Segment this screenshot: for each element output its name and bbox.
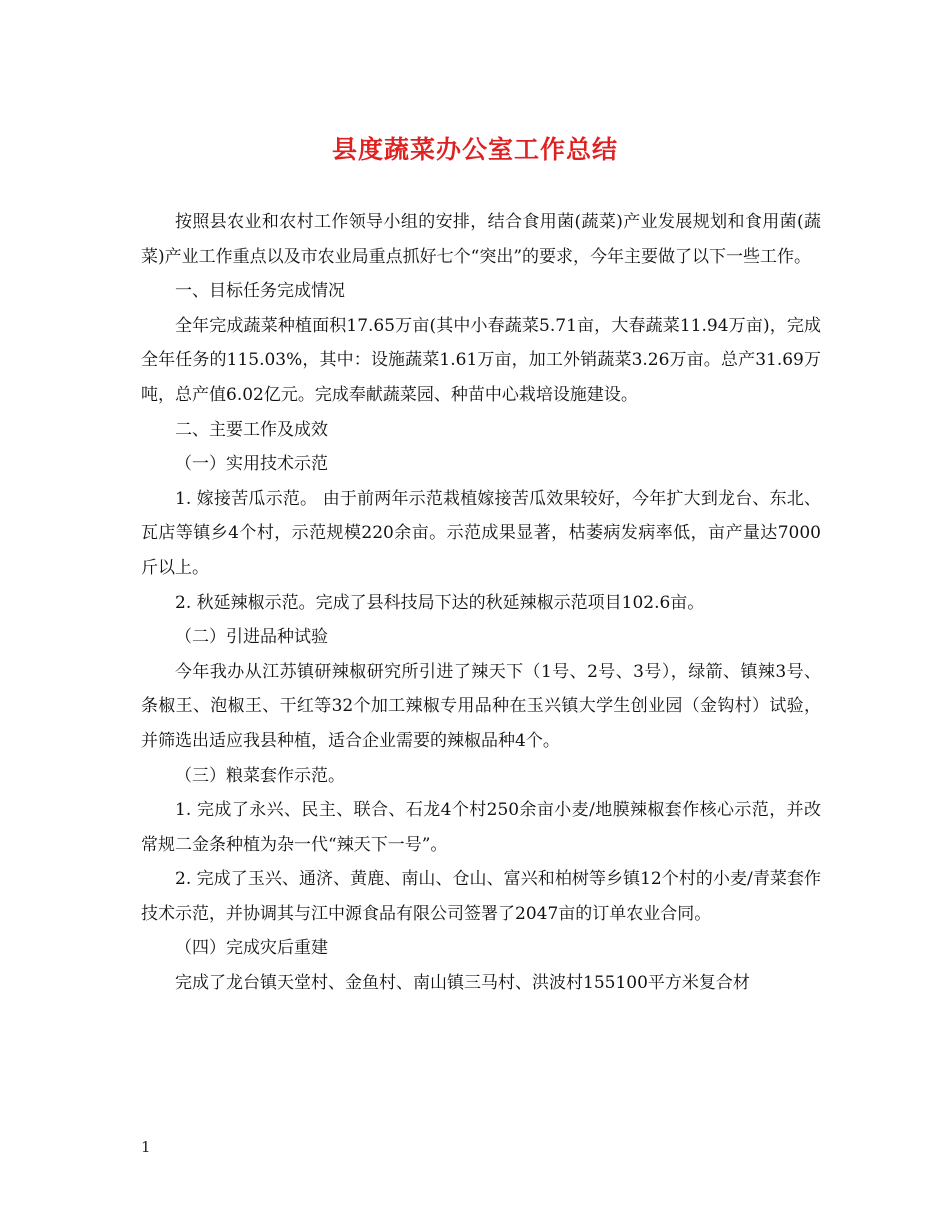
paragraph-planting-area: 全年完成蔬菜种植面积17.65万亩(其中小春蔬菜5.71亩，大春蔬菜11.94万亩)，完成全年任务的115.03%，其中：设施蔬菜1.61万亩，加工外销蔬菜3.26万亩。总产31.69万吨，总产值6.02亿元。完成奉献蔬菜园、种苗中心栽培设施建设。 <box>141 315 821 405</box>
paragraph-reconstruction: 完成了龙台镇天堂村、金鱼村、南山镇三马村、洪波村155100平方米复合材 <box>175 973 750 994</box>
subheading-intercropping: （三）粮菜套作示范。 <box>175 765 345 786</box>
subheading-tech-demo: （一）实用技术示范 <box>175 454 328 475</box>
document-body <box>141 205 821 1001</box>
heading-target-completion: 一、目标任务完成情况 <box>175 281 345 302</box>
paragraph-autumn-pepper: 2. 秋延辣椒示范。完成了县科技局下达的秋延辣椒示范项目102.6亩。 <box>175 592 705 613</box>
page-number: 1 <box>141 1138 151 1156</box>
paragraph-intercropping-2: 2. 完成了玉兴、通济、黄鹿、南山、仓山、富兴和柏树等乡镇12个村的小麦/青菜套作技术示范，并协调其与江中源食品有限公司签署了2047亩的订单农业合同。 <box>141 869 821 924</box>
paragraph-variety-trial: 今年我办从江苏镇研辣椒研究所引进了辣天下（1号、2号、3号），绿箭、镇辣3号、条椒王、泡椒王、干红等32个加工辣椒专用品种在玉兴镇大学生创业园（金钩村）试验，并筛选出适应我县种植，适合企业需要的辣椒品种4个。 <box>141 661 821 751</box>
subheading-variety-trial: （二）引进品种试验 <box>175 627 328 648</box>
document-title: 县度蔬菜办公室工作总结 <box>331 135 618 164</box>
paragraph-intro: 按照县农业和农村工作领导小组的安排，结合食用菌(蔬菜)产业发展规划和食用菌(蔬菜)产业工作重点以及市农业局重点抓好七个“突出”的要求，今年主要做了以下一些工作。 <box>141 212 821 267</box>
paragraph-intercropping-1: 1. 完成了永兴、民主、联合、石龙4个村250余亩小麦/地膜辣椒套作核心示范，并改常规二金条种植为杂一代“辣天下一号”。 <box>141 800 821 855</box>
subheading-reconstruction: （四）完成灾后重建 <box>175 938 328 959</box>
paragraph-grafted-bitter-gourd: 1. 嫁接苦瓜示范。 由于前两年示范栽植嫁接苦瓜效果较好，今年扩大到龙台、东北、瓦店等镇乡4个村，示范规模220余亩。示范成果显著，枯萎病发病率低，亩产量达7000斤以上。 <box>141 488 821 578</box>
heading-main-work: 二、主要工作及成效 <box>175 419 328 440</box>
